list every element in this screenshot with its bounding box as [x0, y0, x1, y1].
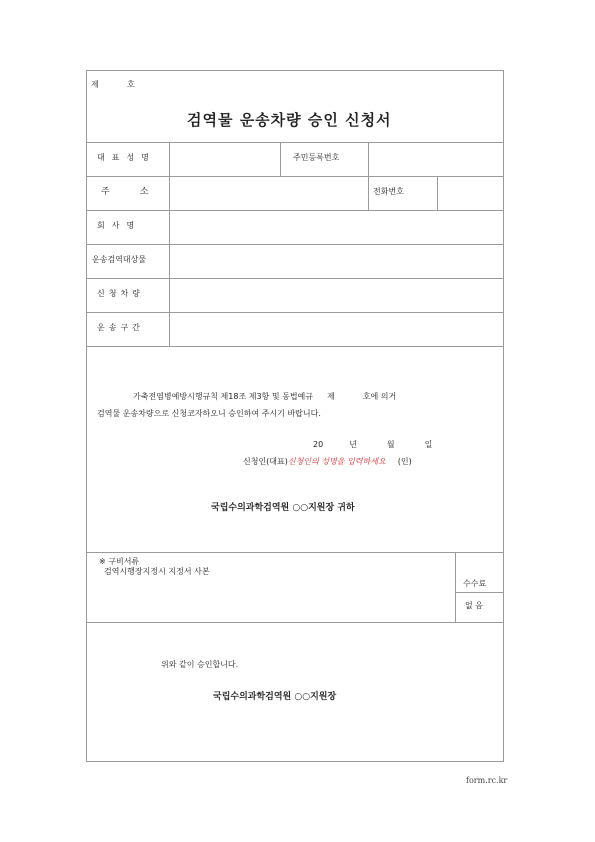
address-label-text: 주소 [101, 187, 179, 197]
company-label: 회사명 [97, 221, 142, 230]
address-field[interactable] [171, 178, 367, 209]
rule [280, 142, 281, 176]
rule [437, 176, 438, 210]
attachment-item: 검역시행장지정시 지정서 사본 [104, 567, 210, 576]
date-year: 20 [313, 440, 324, 449]
resident-no-label: 주민등록번호 [293, 153, 340, 162]
vehicle-field[interactable] [171, 280, 503, 311]
applicant-name-input[interactable]: 신청인의 성명을 입력하세요 [287, 457, 386, 466]
body-line1 [133, 393, 396, 401]
applicant-line [243, 458, 412, 466]
applicant-label: 신청인(대표) [243, 457, 288, 466]
rule [87, 176, 503, 177]
rule [87, 346, 503, 347]
body-line1-part1: 가축전염병예방시행규칙 제18조 제3항 및 동법예규 [133, 392, 313, 401]
rule [455, 552, 456, 622]
rep-name-field[interactable] [171, 144, 279, 175]
body-line2: 검역물 운송차량으로 신청코자하오니 승인하여 주시기 바랍니다. [97, 409, 321, 418]
approval-signer: 국립수의과학검역원 ○○지원장 [213, 692, 337, 702]
rule [87, 278, 503, 279]
rule [87, 210, 503, 211]
rule [368, 142, 369, 176]
rep-name-label: 대표성명 [97, 153, 156, 162]
rule [87, 244, 503, 245]
rule [87, 622, 503, 623]
doc-number-suffix: 호 [127, 80, 135, 89]
body-line1-part3: 호에 의거 [362, 392, 397, 401]
rule [455, 592, 504, 593]
source-url: form.rc.kr [466, 776, 508, 785]
approval-text: 위와 같이 승인합니다. [161, 660, 239, 669]
phone-field[interactable] [439, 178, 503, 209]
fee-label: 수수료 [463, 579, 487, 588]
date-month-label: 월 [386, 440, 395, 449]
page-title: 검역물 운송차량 승인 신청서 [187, 111, 392, 129]
phone-label: 전화번호 [373, 187, 404, 196]
seal-mark: (인) [397, 457, 412, 466]
doc-number-label: 제 [91, 80, 99, 89]
rule [368, 176, 369, 210]
item-field[interactable] [171, 246, 503, 277]
rule [87, 312, 503, 313]
rule [87, 552, 503, 553]
address-label [101, 188, 178, 197]
section-label: 운송구간 [97, 323, 144, 332]
date-year-label: 년 [349, 440, 357, 449]
date-line [313, 441, 432, 449]
fee-value: 없 음 [465, 601, 483, 610]
attachments-title: ※ 구비서류 [99, 557, 140, 566]
company-field[interactable] [171, 212, 503, 243]
item-label: 운송검역대상물 [92, 255, 147, 264]
body-line1-part2: 제 [327, 392, 335, 401]
application-form [86, 70, 504, 762]
resident-no-field[interactable] [370, 144, 503, 175]
section-field[interactable] [171, 314, 503, 345]
date-day-label: 일 [424, 440, 433, 449]
addressee: 국립수의과학검역원 ○○지원장 귀하 [211, 503, 355, 513]
vehicle-label: 신청차량 [97, 289, 144, 298]
rule [169, 142, 170, 346]
rule [87, 142, 503, 143]
